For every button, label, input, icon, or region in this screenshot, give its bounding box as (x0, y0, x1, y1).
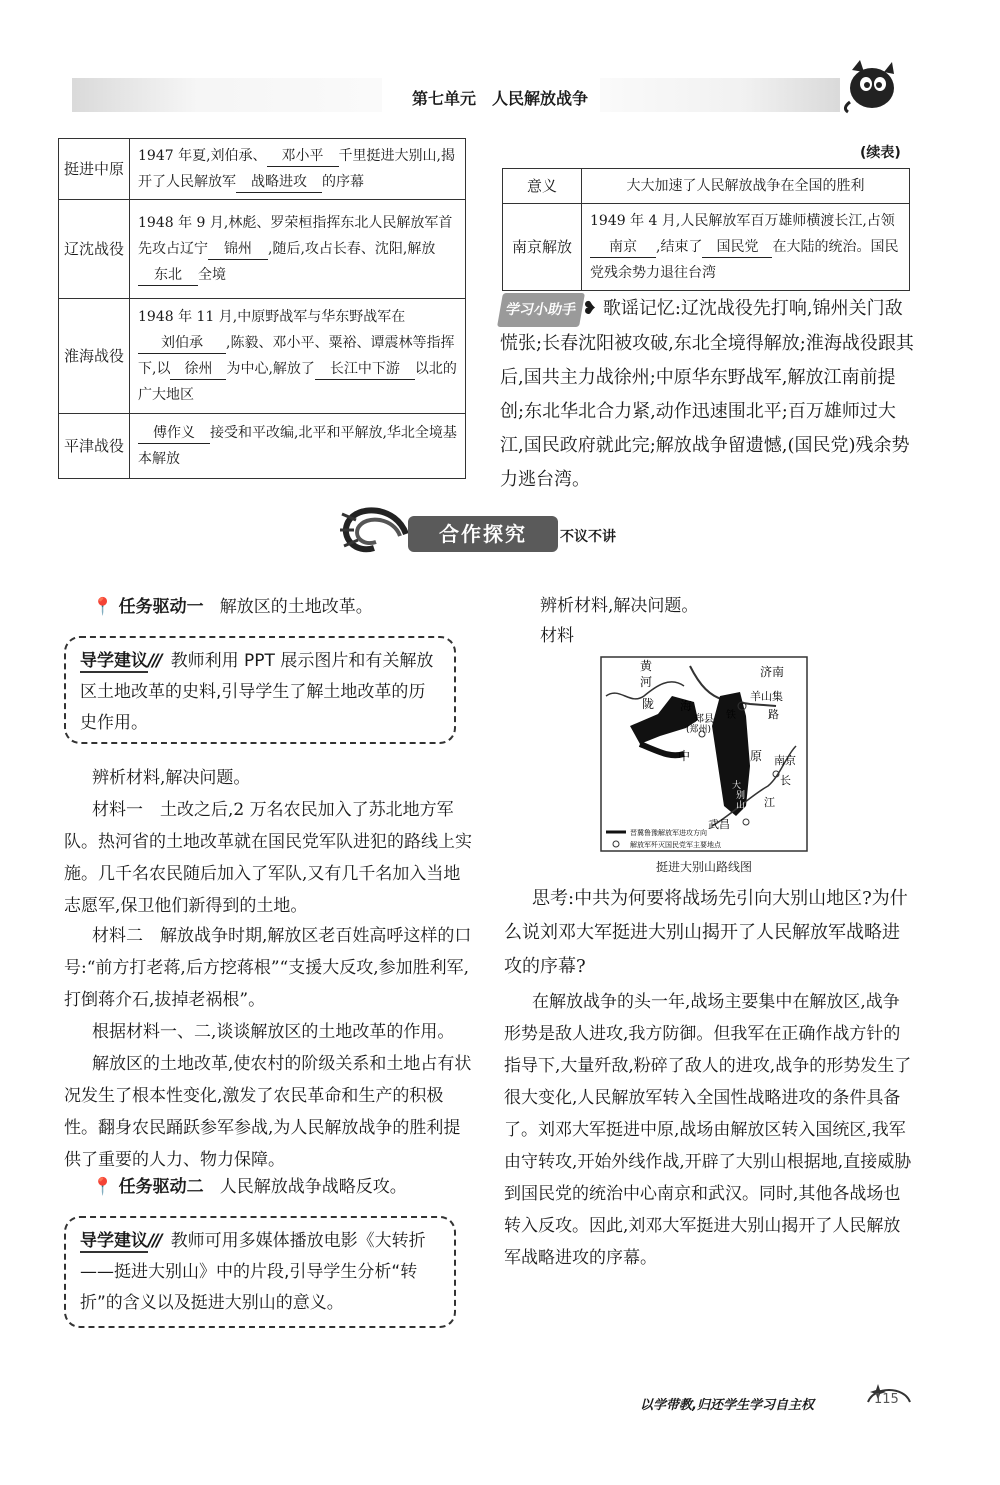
task1-question: 根据材料一、二,谈谈解放区的土地改革的作用。 (92, 1022, 455, 1042)
row-text: 在大陆的统治。国民党残余势力退往台湾 (590, 239, 899, 281)
task1-material-1: 材料一 土改之后,2 万名农民加入了苏北地方军队。热河省的土地改革就在国民党军队进犯的路线上实施。几千名农民随后加入了军队,又有几千名加入当地志愿军,保卫他们新得到的土地。 (64, 800, 472, 916)
table-row (59, 414, 466, 479)
row-label: 平津战役 (59, 414, 130, 479)
map-caption: 挺进大别山路线图 (655, 860, 752, 874)
map-label: 河 (640, 675, 653, 689)
page-header-title: 第七单元 人民解放战争 (411, 89, 588, 108)
map-label: 南京 (774, 754, 796, 767)
location-pin-icon: 📍 (92, 597, 114, 617)
task-topic: 解放区的土地改革。 (219, 597, 373, 617)
answer-blank: 战略进攻 (236, 172, 322, 193)
row-label: 南京解放 (503, 204, 582, 291)
task1-material-2: 材料二 解放战争时期,解放区老百姓高呼这样的口号:“前方打老蒋,后方挖蒋根”“支援大反攻,参加胜利军,打倒蒋介石,拔掉老祸根”。 (64, 926, 472, 1010)
row-text: ,结束了 (656, 239, 703, 255)
task2-intro: 辨析材料,解决问题。 (540, 596, 699, 616)
map-label: 海 (680, 699, 693, 713)
row-label: 辽沈战役 (59, 200, 130, 299)
answer-blank: 傅作义 (138, 423, 210, 444)
row-text: 千里挺进大别山,揭开了人民解放军 (138, 148, 455, 190)
mascot-icon (838, 58, 910, 116)
row-text: ,陈毅、邓小平、粟裕、谭震林等指挥下,以 (138, 335, 455, 377)
map-label: (郑州) (686, 725, 712, 735)
continued-label: (续表) (860, 145, 901, 161)
row-label: 意义 (503, 169, 582, 204)
table-row (59, 200, 466, 299)
row-content (582, 204, 910, 291)
row-text: 全境 (198, 267, 226, 283)
task2-heading (92, 1172, 407, 1197)
task2-answer: 在解放战争的头一年,战场主要集中在解放区,战争形势是敌人进攻,我方防御。但我军在正确作战方针的指导下,大量歼敌,粉碎了敌人的进攻,战争的形势发生了很大变化,人民解放军转入全国性战略进攻的条件具备了。刘邓大军挺进中原,战场由解放区转入国统区,我军由守转攻,开始外线作战,开辟了大别山根据地,直接威胁到国民党的统治中心南京和武汉。同时,其他各战场也转入反攻。因此,刘邓大军挺进大别山揭开了人民解放军战略进攻的序幕。 (504, 992, 912, 1268)
section-banner-title: 合作探究 (408, 516, 558, 552)
task2-guide-box (64, 1216, 456, 1328)
task1-heading (92, 592, 373, 617)
task1-answer: 解放区的土地改革,使农村的阶级关系和土地占有状况发生了根本性变化,激发了农民革命和生产的积极性。翻身农民踊跃参军参战,为人民解放战争的胜利提供了重要的人力、物力保障。 (64, 1054, 472, 1170)
map-label: 黄 (640, 659, 653, 673)
legend-text-1: 晋冀鲁豫解放军进攻方向 (630, 829, 707, 837)
task2-question: 思考:中共为何要将战场先引向大别山地区?为什么说刘邓大军挺进大别山揭开了人民解放军战略进攻的序幕? (504, 888, 908, 977)
guide-text: 教师可用多媒体播放电影《大转折——挺进大别山》中的片段,引导学生分析“转折”的含义以及挺进大别山的意义。 (80, 1231, 426, 1313)
map-label: 铁 (726, 710, 736, 721)
map-label: 羊山集 (750, 690, 783, 703)
answer-blank: 锦州 (208, 239, 268, 260)
row-text: 以北的广大地区 (138, 361, 457, 403)
row-content (130, 299, 466, 414)
section-banner-subtitle: 不议不讲 (560, 529, 616, 545)
row-text: 为中心,解放了 (226, 361, 315, 377)
row-text: 接受和平改编,北平和平解放,华北全境基本解放 (138, 425, 457, 467)
map-label: 路 (768, 708, 779, 721)
row-content (130, 200, 466, 299)
answer-blank: 徐州 (170, 359, 226, 380)
study-tip (500, 292, 914, 497)
row-text: 1948 年 11 月,中原野战军与华东野战军在 (138, 309, 406, 325)
task-title: 任务驱动二 (118, 1177, 204, 1197)
answer-blank: 长江中下游 (315, 359, 415, 380)
row-content (130, 139, 466, 200)
legend-text-2: 解放军歼灭国民党军主要地点 (630, 841, 721, 849)
map-label: 原 (750, 749, 763, 763)
map-label: 长 (780, 774, 791, 787)
answer-blank: 东北 (138, 265, 198, 286)
guide-slashes: /// (148, 651, 161, 671)
footer-slogan: 以学带教,归还学生学习自主权 (640, 1398, 814, 1413)
answer-blank: 南京 (590, 237, 656, 258)
map-label: 江 (764, 796, 775, 809)
row-content: 大大加速了人民解放战争在全国的胜利 (582, 169, 910, 204)
banner-swirl-icon (336, 500, 416, 566)
map-label: 武昌 (708, 818, 730, 831)
tip-label: 学习小助手 (497, 293, 585, 327)
continued-table (502, 168, 910, 291)
table-row (59, 299, 466, 414)
row-text: ,随后,攻占长春、沈阳,解放 (268, 241, 436, 257)
task2-material-label: 材料 (540, 626, 574, 646)
route-map (600, 656, 808, 852)
map-label: 济南 (760, 665, 785, 679)
map-label: 山 (736, 801, 746, 811)
task1-intro: 辨析材料,解决问题。 (92, 768, 251, 788)
map-label: 大 (732, 781, 742, 791)
row-text: 1948 年 9 月,林彪、罗荣桓指挥东北人民解放军首先攻占辽宁 (138, 215, 453, 257)
guide-text: 教师利用 PPT 展示图片和有关解放区土地改革的史料,引导学生了解土地改革的历史作用。 (80, 651, 434, 733)
sparkle-icon: ❥ (582, 298, 598, 319)
row-text: 的序幕 (322, 174, 364, 190)
table-row (59, 139, 466, 200)
map-label: 别 (736, 791, 746, 801)
answer-blank: 刘伯承 (138, 333, 226, 354)
row-label: 挺进中原 (59, 139, 130, 200)
row-label: 淮海战役 (59, 299, 130, 414)
guide-label: 导学建议 (80, 651, 148, 671)
row-text: 1947 年夏,刘伯承、 (138, 148, 267, 164)
task-topic: 人民解放战争战略反攻。 (219, 1177, 407, 1197)
guide-slashes: /// (148, 1231, 161, 1251)
answer-blank: 邓小平 (267, 146, 339, 167)
map-label: 陇 (642, 697, 655, 711)
map-label: 中 (678, 749, 691, 763)
tip-text: 歌谣记忆:辽沈战役先打响,锦州关门敌慌张;长春沈阳被攻破,东北全境得解放;淮海战役跟其后,国共主力战徐州;中原华东野战军,解放江南前提创;东北华北合力紧,动作迅速围北平;百万雄师过大江,国民政府就此完;解放战争留遗憾,(国民党)残余势力逃台湾。 (500, 298, 914, 490)
task-title: 任务驱动一 (118, 597, 204, 617)
table-row (503, 204, 910, 291)
map-label: 县 (704, 714, 714, 725)
guide-label: 导学建议 (80, 1231, 148, 1251)
task1-guide-box (64, 636, 456, 744)
answer-blank: 国民党 (702, 237, 772, 258)
location-pin-icon: 📍 (92, 1177, 114, 1197)
row-content (130, 414, 466, 479)
table-row (503, 169, 910, 204)
page-number: 115 (874, 1392, 899, 1407)
row-text: 1949 年 4 月,人民解放军百万雄师横渡长江,占领 (590, 213, 895, 229)
campaign-table (58, 138, 466, 479)
map-label: 郑 (694, 714, 704, 725)
